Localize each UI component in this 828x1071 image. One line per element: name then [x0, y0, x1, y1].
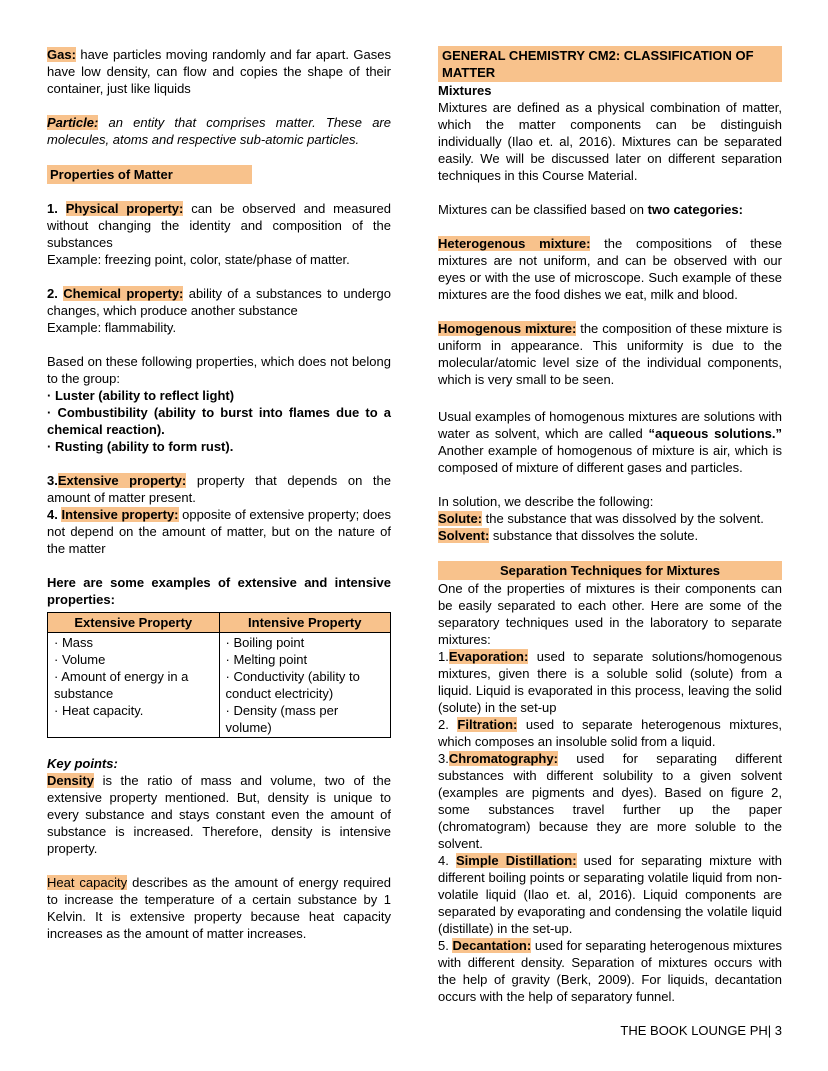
chromatography-item	[438, 750, 782, 852]
extensive-column-header: Extensive Property	[48, 613, 220, 633]
gas-definition	[47, 46, 391, 97]
evaporation-number: 1.	[438, 649, 449, 664]
density-term: Density	[47, 773, 94, 788]
intensive-column-header: Intensive Property	[219, 613, 391, 633]
chemical-property-item	[47, 285, 391, 336]
homogenous-text: the composition of these mixture is uniform in appearance. This uniformity is due to the molecular/atomic level size of the individual components, which is very small to be seen.	[438, 321, 782, 387]
does-not-belong-intro: Based on these following properties, which does not belong to the group:	[47, 354, 391, 386]
physical-example: Example: freezing point, color, state/phase of matter.	[47, 252, 350, 267]
intensive-item: · Conductivity (ability to conduct electricity)	[225, 669, 360, 701]
key-points-heading: Key points:	[47, 756, 118, 771]
decantation-item	[438, 937, 782, 1005]
homogenous-term: Homogenous mixture:	[438, 321, 577, 336]
extensive-item: · Amount of energy in a substance	[54, 669, 189, 701]
categories-text: Mixtures can be classified based on	[438, 202, 648, 217]
separation-intro: One of the properties of mixtures is their components can be easily separated to each other. Here are some of the separatory techniques used in the laboratory to separate mixtures:	[438, 581, 782, 647]
chemical-number: 2.	[47, 286, 64, 301]
page-title: GENERAL CHEMISTRY CM2: CLASSIFICATION OF MATTER	[438, 46, 782, 82]
decantation-text: used for separating heterogenous mixtures with different density. Separation of mixtures occurs with the help of gravity (Berk, 2009). For liquids, decantation occurs with the help of separatory funnel.	[438, 938, 782, 1004]
particle-term: Particle:	[47, 115, 99, 130]
physical-term: Physical property:	[65, 201, 184, 216]
extensive-cell	[48, 633, 220, 738]
solute-term: Solute:	[438, 511, 483, 526]
density-note	[47, 772, 391, 857]
decantation-term: Decantation:	[452, 938, 532, 953]
intensive-item: · Melting point	[225, 652, 308, 667]
chromatography-term: Chromatography:	[448, 751, 558, 766]
properties-of-matter-heading: Properties of Matter	[47, 165, 252, 184]
heterogenous-definition	[438, 235, 782, 303]
page-footer: THE BOOK LOUNGE PH| 3	[620, 1023, 782, 1038]
aqueous-post: Another example of homogenous of mixture is air, which is composed of mixture of different gases and particles.	[438, 443, 782, 475]
intensive-property-item	[47, 506, 391, 557]
table-body-row	[48, 633, 391, 738]
mixtures-heading: Mixtures	[438, 83, 492, 98]
filtration-item	[438, 716, 782, 750]
extensive-item: · Heat capacity.	[54, 703, 144, 718]
intensive-term: Intensive property:	[61, 507, 179, 522]
chemical-term: Chemical property:	[63, 286, 184, 301]
distillation-term: Simple Distillation:	[455, 853, 577, 868]
two-column-layout	[47, 46, 782, 1039]
homogenous-definition	[438, 320, 782, 388]
solute-text: the substance that was dissolved by the solvent.	[482, 511, 764, 526]
left-column	[47, 46, 391, 1039]
solution-intro: In solution, we describe the following:	[438, 494, 654, 509]
heat-capacity-term: Heat capacity	[47, 875, 128, 890]
examples-intro: Here are some examples of extensive and intensive properties:	[47, 575, 391, 607]
intensive-text: opposite of extensive property; does not depend on the amount of matter, but on the nature of the matter	[47, 507, 391, 556]
solvent-definition	[438, 527, 782, 544]
distillation-item	[438, 852, 782, 937]
solvent-term: Solvent:	[438, 528, 490, 543]
categories-line	[438, 201, 782, 218]
mixtures-paragraph: Mixtures are defined as a physical combination of matter, which the matter components can be distinguish individually (Ilao et. al, 2016). Mixtures can be separated easily. We will be discussed later on different separation techniques in this Course Material.	[438, 100, 782, 183]
intensive-item: · Density (mass per volume)	[225, 703, 339, 735]
aqueous-pre: Usual examples of homogenous mixtures are solutions with water as solvent, which are called	[438, 409, 782, 441]
evaporation-term: Evaporation:	[448, 649, 529, 664]
filtration-term: Filtration:	[457, 717, 518, 732]
separation-techniques-heading: Separation Techniques for Mixtures	[438, 561, 782, 580]
extensive-number: 3.	[47, 473, 58, 488]
density-text: is the ratio of mass and volume, two of the extensive property mentioned. But, density is unique to every substance and stays constant even the amount of substance is increased. Therefore, density is intensive property.	[47, 773, 391, 856]
aqueous-solutions-paragraph	[438, 408, 782, 476]
evaporation-item	[438, 648, 782, 716]
chemical-text: ability of a substances to undergo changes, which produce another substance	[47, 286, 391, 318]
particle-text: an entity that comprises matter. These are molecules, atoms and respective sub-atomic particles.	[47, 115, 391, 147]
filtration-number: 2.	[438, 717, 458, 732]
distillation-number: 4.	[438, 853, 456, 868]
extensive-term: Extensive property:	[57, 473, 187, 488]
property-group-list	[47, 387, 391, 455]
physical-property-item	[47, 200, 391, 268]
intensive-number: 4.	[47, 507, 62, 522]
gas-text: have particles moving randomly and far apart. Gases have low density, can flow and copies the shape of their container, just like liquids	[47, 47, 391, 96]
filtration-text: used to separate heterogenous mixtures, which composes an insoluble solid from a liquid.	[438, 717, 782, 749]
chromatography-text: used for separating different substances with different solubility to a given solvent (examples are pigments and dyes). Based on figure 2, some substances travel further up the paper (chromatogram) because they are more soluble to the solvent.	[438, 751, 782, 851]
heterogenous-text: the compositions of these mixtures are not uniform, and can be observed with our eyes or with the use of microscope. Such example of these mixtures are the food dishes we eat, milk and blood.	[438, 236, 782, 302]
evaporation-text: used to separate solutions/homogenous mixtures, given there is a soluble solid (solute) from a liquid. Liquid is evaporated in this process, leaving the solid (solute) in the set-up	[438, 649, 782, 715]
extensive-text: property that depends on the amount of matter present.	[47, 473, 391, 505]
distillation-text: used for separating mixture with different boiling points or separating volatile liquid from non-volatile liquid (Ilao et. al, 2016). Liquid components are separated by evaporating and condensing the volatile liquid (distillate) in the set-up.	[438, 853, 782, 936]
intensive-cell	[219, 633, 391, 738]
physical-text: can be observed and measured without changing the identity and composition of the substances	[47, 201, 391, 250]
heat-capacity-text: describes as the amount of energy required to increase the temperature of a certain substance by 1 Kelvin. It is extensive property because heat capacity increases as the amount of matter increases.	[47, 875, 391, 941]
list-item-luster: · Luster (ability to reflect light)	[47, 388, 235, 403]
gas-term: Gas:	[47, 47, 76, 62]
solvent-text: substance that dissolves the solute.	[489, 528, 699, 543]
extensive-item: · Volume	[54, 652, 106, 667]
chromatography-number: 3.	[438, 751, 449, 766]
right-column	[438, 46, 782, 1039]
decantation-number: 5.	[438, 938, 453, 953]
intensive-item: · Boiling point	[225, 635, 305, 650]
table-header-row	[48, 613, 391, 633]
chemical-example: Example: flammability.	[47, 320, 177, 335]
heat-capacity-note	[47, 874, 391, 942]
extensive-item: · Mass	[54, 635, 93, 650]
categories-bold: two categories:	[647, 202, 743, 217]
properties-table	[47, 612, 391, 738]
list-item-rusting: · Rusting (ability to form rust).	[47, 439, 234, 454]
solute-definition	[438, 510, 782, 527]
extensive-property-item	[47, 472, 391, 506]
heterogenous-term: Heterogenous mixture:	[438, 236, 591, 251]
particle-definition	[47, 114, 391, 148]
aqueous-bold: “aqueous solutions.”	[648, 426, 782, 441]
list-item-combustibility: · Combustibility (ability to burst into flames due to a chemical reaction).	[47, 405, 391, 437]
physical-number: 1.	[47, 201, 66, 216]
